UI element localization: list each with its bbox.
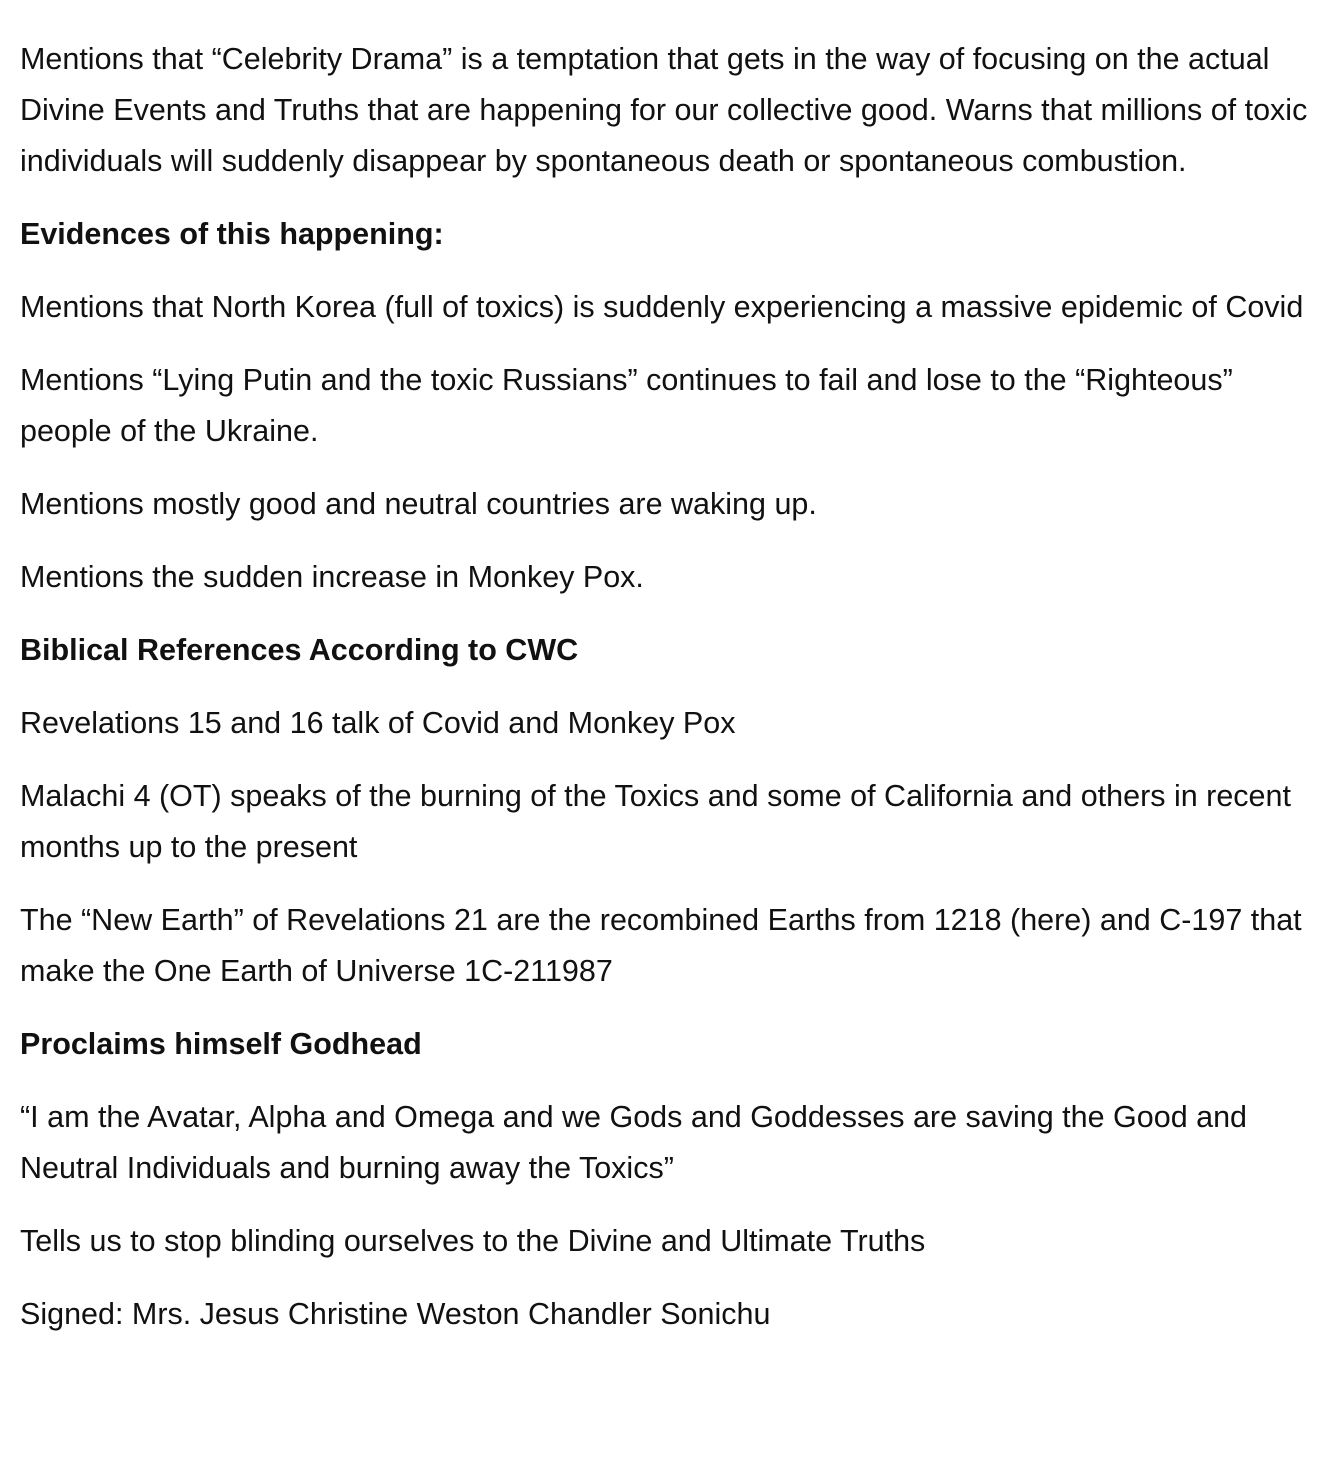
paragraph-stop-blinding: Tells us to stop blinding ourselves to the Divine and Ultimate Truths bbox=[20, 1224, 926, 1258]
document-body bbox=[20, 34, 1316, 1362]
paragraph-monkey-pox: Mentions the sudden increase in Monkey Pox. bbox=[20, 560, 644, 594]
paragraph-celebrity-drama: Mentions that “Celebrity Drama” is a temptation that gets in the way of focusing on the actual Divine Events and Truths that are happening for our collective good. Warns that millions of toxic individuals will suddenly disappear by spontaneous death or spontaneous combustion. bbox=[20, 42, 1308, 178]
paragraph-new-earth: The “New Earth” of Revelations 21 are the recombined Earths from 1218 (here) and C-197 that make the One Earth of Universe 1C-211987 bbox=[20, 903, 1302, 988]
paragraph-avatar-quote: “I am the Avatar, Alpha and Omega and we Gods and Goddesses are saving the Good and Neutral Individuals and burning away the Toxics” bbox=[20, 1100, 1248, 1185]
paragraph-countries-waking: Mentions mostly good and neutral countries are waking up. bbox=[20, 487, 817, 521]
paragraph-putin: Mentions “Lying Putin and the toxic Russians” continues to fail and lose to the “Righteous” people of the Ukraine. bbox=[20, 363, 1233, 448]
heading-biblical-references: Biblical References According to CWC bbox=[20, 633, 579, 667]
heading-evidences: Evidences of this happening: bbox=[20, 217, 444, 251]
paragraph-revelations-15-16: Revelations 15 and 16 talk of Covid and Monkey Pox bbox=[20, 706, 736, 740]
paragraph-north-korea: Mentions that North Korea (full of toxics) is suddenly experiencing a massive epidemic of Covid bbox=[20, 290, 1304, 324]
paragraph-malachi: Malachi 4 (OT) speaks of the burning of the Toxics and some of California and others in recent months up to the present bbox=[20, 779, 1291, 864]
paragraph-signature: Signed: Mrs. Jesus Christine Weston Chandler Sonichu bbox=[20, 1297, 771, 1331]
heading-godhead: Proclaims himself Godhead bbox=[20, 1027, 422, 1061]
